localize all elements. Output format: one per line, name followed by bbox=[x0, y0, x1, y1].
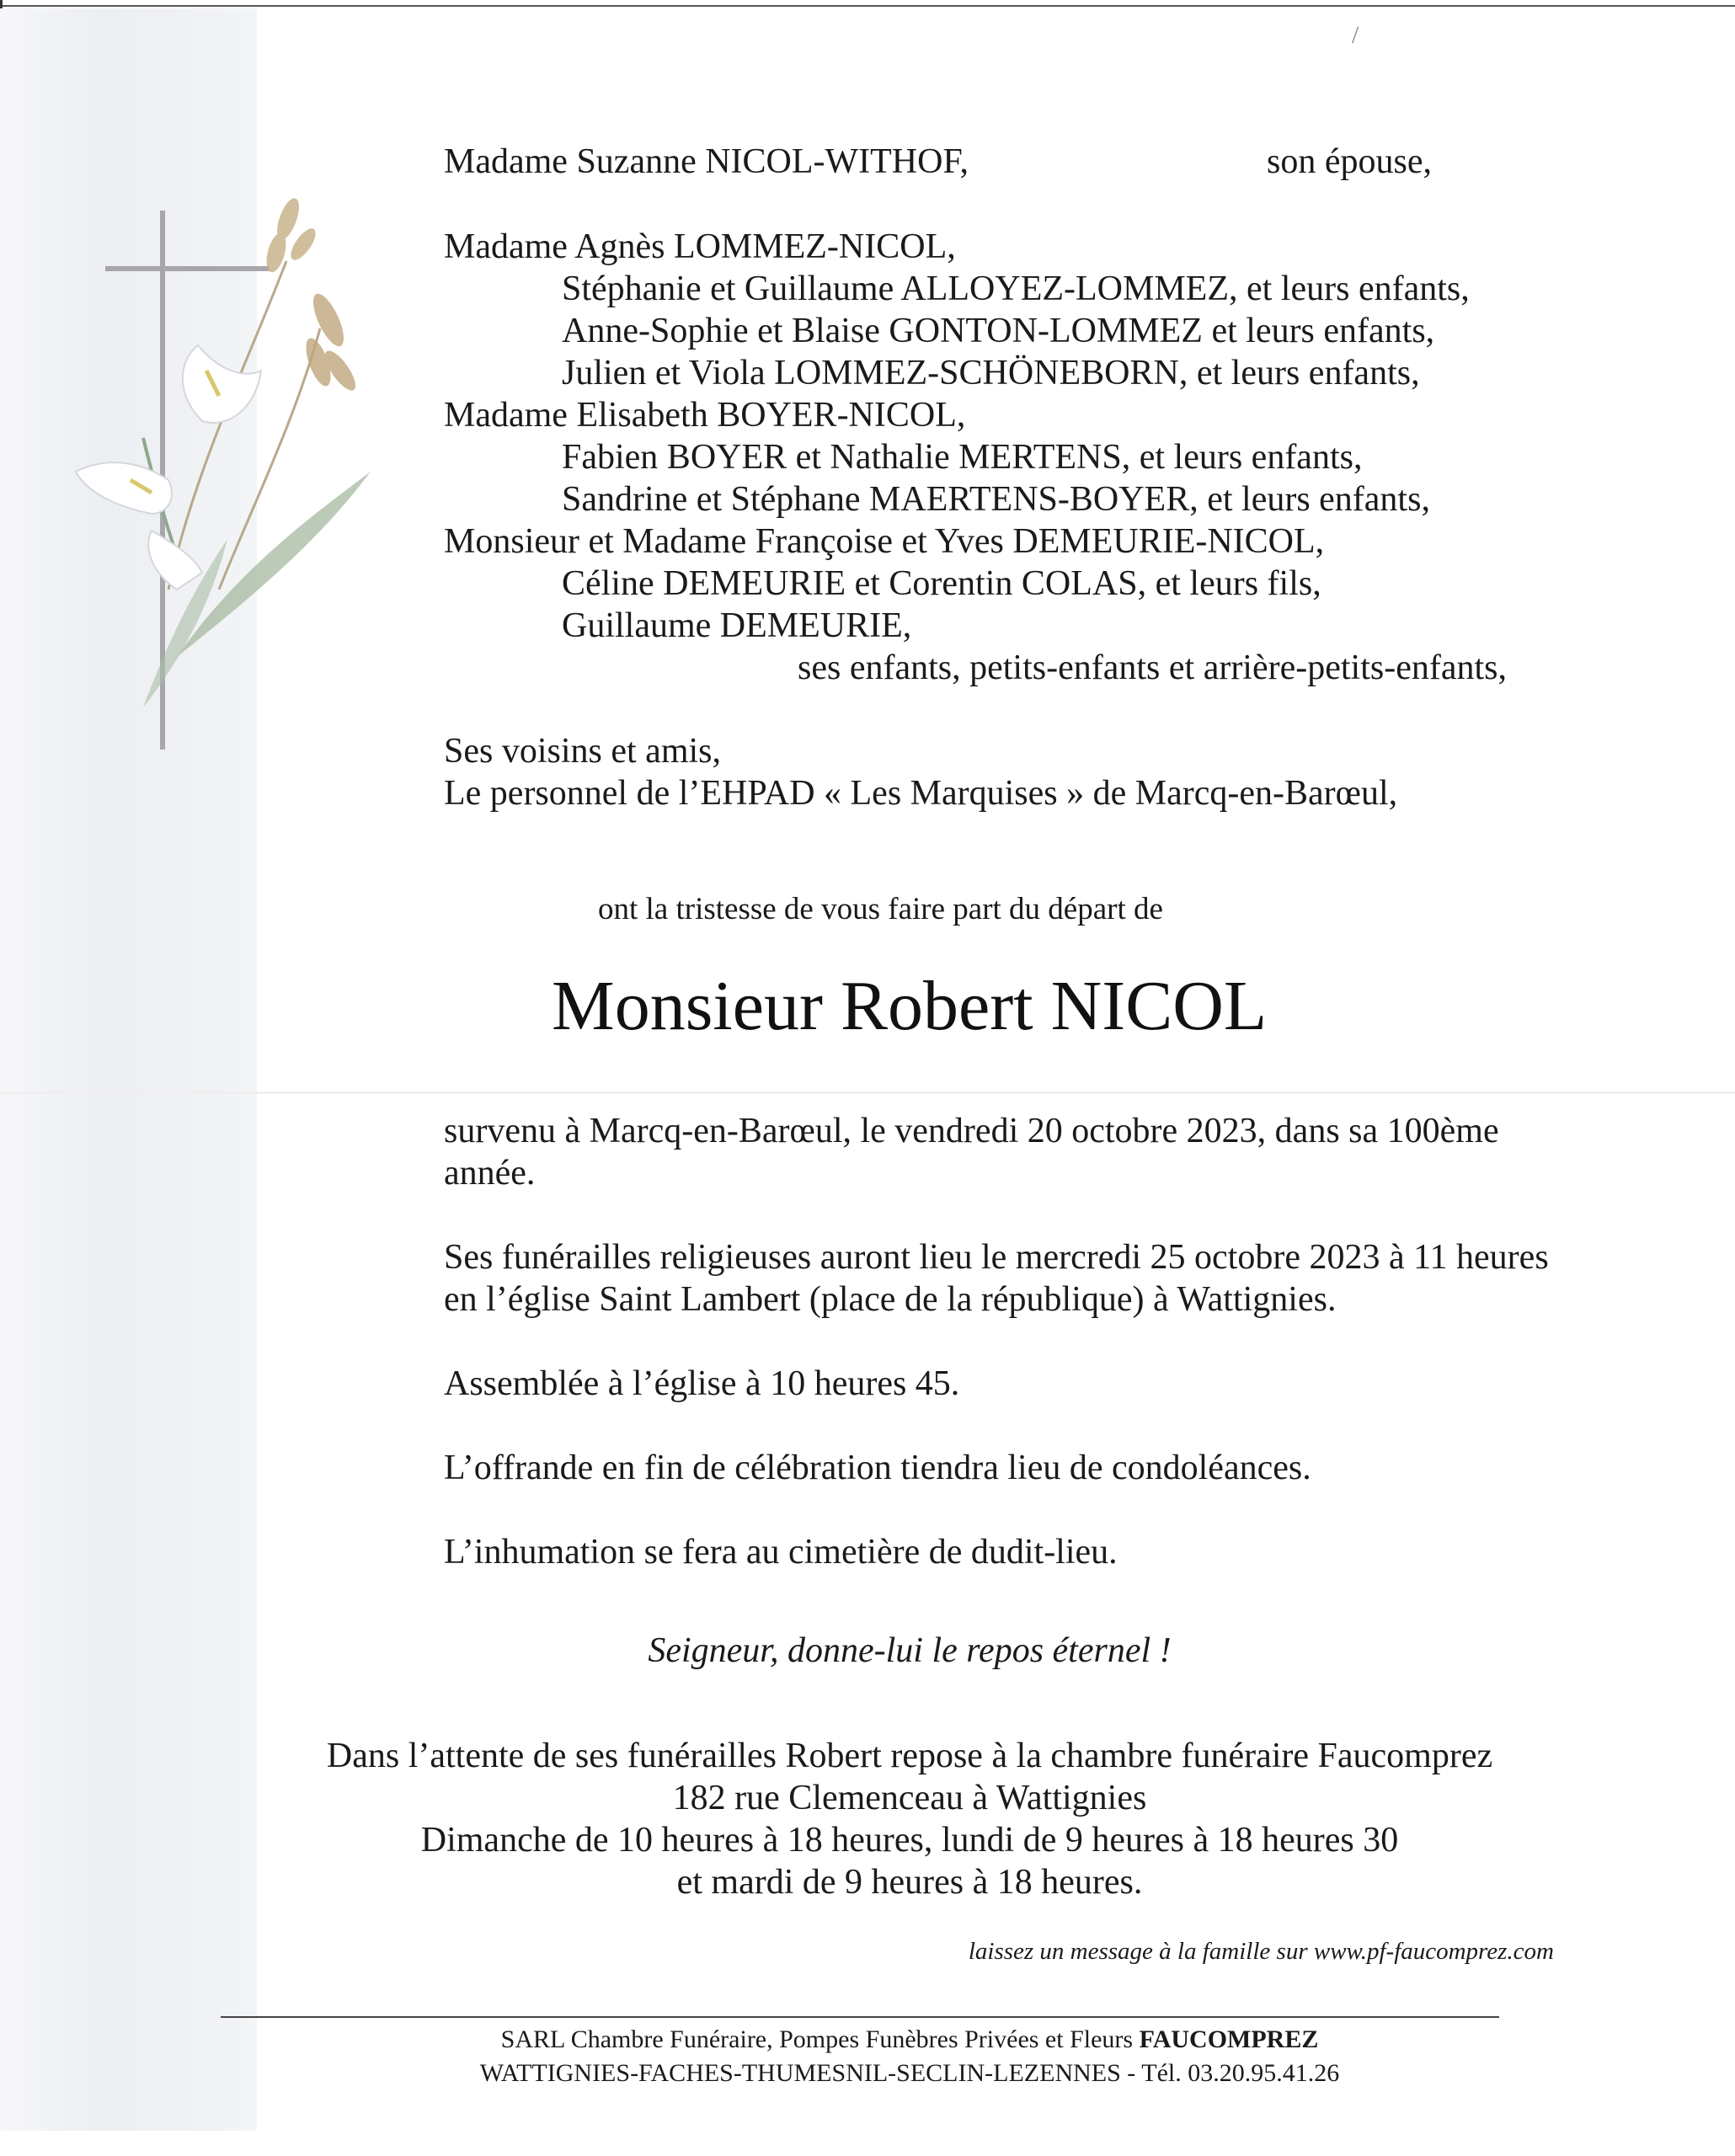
funeral-line: Ses funérailles religieuses auront lieu le mercredi 25 octobre 2023 à 11 heures bbox=[444, 1238, 1549, 1277]
family-line: Madame Elisabeth BOYER-NICOL, bbox=[444, 396, 966, 435]
family-line: Anne-Sophie et Blaise GONTON-LOMMEZ et leurs enfants, bbox=[562, 312, 1435, 350]
family-line: Julien et Viola LOMMEZ-SCHÖNEBORN, et leurs enfants, bbox=[562, 354, 1420, 392]
family-line: Céline DEMEURIE et Corentin COLAS, et leurs fils, bbox=[562, 564, 1321, 603]
footer-company-text: SARL Chambre Funéraire, Pompes Funèbres Privées et Fleurs bbox=[500, 2025, 1140, 2053]
family-line: Monsieur et Madame Françoise et Yves DEMEURIE-NICOL, bbox=[444, 522, 1325, 561]
assembly-line: Assemblée à l’église à 10 heures 45. bbox=[444, 1364, 960, 1403]
spouse-relation: son épouse, bbox=[1267, 142, 1432, 181]
death-line: année. bbox=[444, 1154, 536, 1193]
burial-line: L’inhumation se fera au cimetière de dudit-lieu. bbox=[444, 1533, 1118, 1572]
family-line: Madame Agnès LOMMEZ-NICOL, bbox=[444, 227, 956, 266]
spouse-name: Madame Suzanne NICOL-WITHOF, bbox=[444, 142, 969, 181]
paper-fold-line bbox=[0, 1091, 1735, 1094]
top-border-line bbox=[0, 5, 1735, 7]
deceased-name: Monsieur Robert NICOL bbox=[552, 967, 1268, 1045]
death-line: survenu à Marcq-en-Barœul, le vendredi 20 octobre 2023, dans sa 100ème bbox=[444, 1112, 1499, 1150]
family-line: Stéphanie et Guillaume ALLOYEZ-LOMMEZ, et leurs enfants, bbox=[562, 270, 1470, 308]
footer-locations: WATTIGNIES-FACHES-THUMESNIL-SECLIN-LEZENNES - Tél. 03.20.95.41.26 bbox=[479, 2059, 1340, 2087]
others-line: Le personnel de l’EHPAD « Les Marquises » de Marcq-en-Barœul, bbox=[444, 774, 1398, 813]
others-line: Ses voisins et amis, bbox=[444, 732, 722, 771]
scan-speck: / bbox=[1352, 21, 1359, 49]
web-message: laissez un message à la famille sur www.pf-faucomprez.com bbox=[968, 1938, 1554, 1965]
announcement: ont la tristesse de vous faire part du départ de bbox=[598, 892, 1163, 926]
funeral-line: en l’église Saint Lambert (place de la république) à Wattignies. bbox=[444, 1280, 1337, 1319]
footer-divider bbox=[221, 2016, 1499, 2018]
family-summary: ses enfants, petits-enfants et arrière-petits-enfants, bbox=[798, 648, 1507, 687]
offering-line: L’offrande en fin de célébration tiendra lieu de condoléances. bbox=[444, 1449, 1311, 1487]
cross-with-calla-lilies-and-wheat-icon bbox=[51, 118, 371, 758]
family-line: Fabien BOYER et Nathalie MERTENS, et leurs enfants, bbox=[562, 438, 1363, 477]
rest-line: Dans l’attente de ses funérailles Robert repose à la chambre funéraire Faucomprez bbox=[326, 1737, 1493, 1775]
family-line: Guillaume DEMEURIE, bbox=[562, 606, 912, 645]
footer-brand: FAUCOMPREZ bbox=[1139, 2025, 1319, 2053]
rest-line: 182 rue Clemenceau à Wattignies bbox=[672, 1779, 1147, 1817]
rest-line: et mardi de 9 heures à 18 heures. bbox=[676, 1863, 1143, 1902]
rest-line: Dimanche de 10 heures à 18 heures, lundi de 9 heures à 18 heures 30 bbox=[420, 1821, 1399, 1860]
footer-company bbox=[253, 2023, 1567, 2057]
prayer: Seigneur, donne-lui le repos éternel ! bbox=[648, 1631, 1172, 1670]
family-line: Sandrine et Stéphane MAERTENS-BOYER, et leurs enfants, bbox=[562, 480, 1430, 519]
